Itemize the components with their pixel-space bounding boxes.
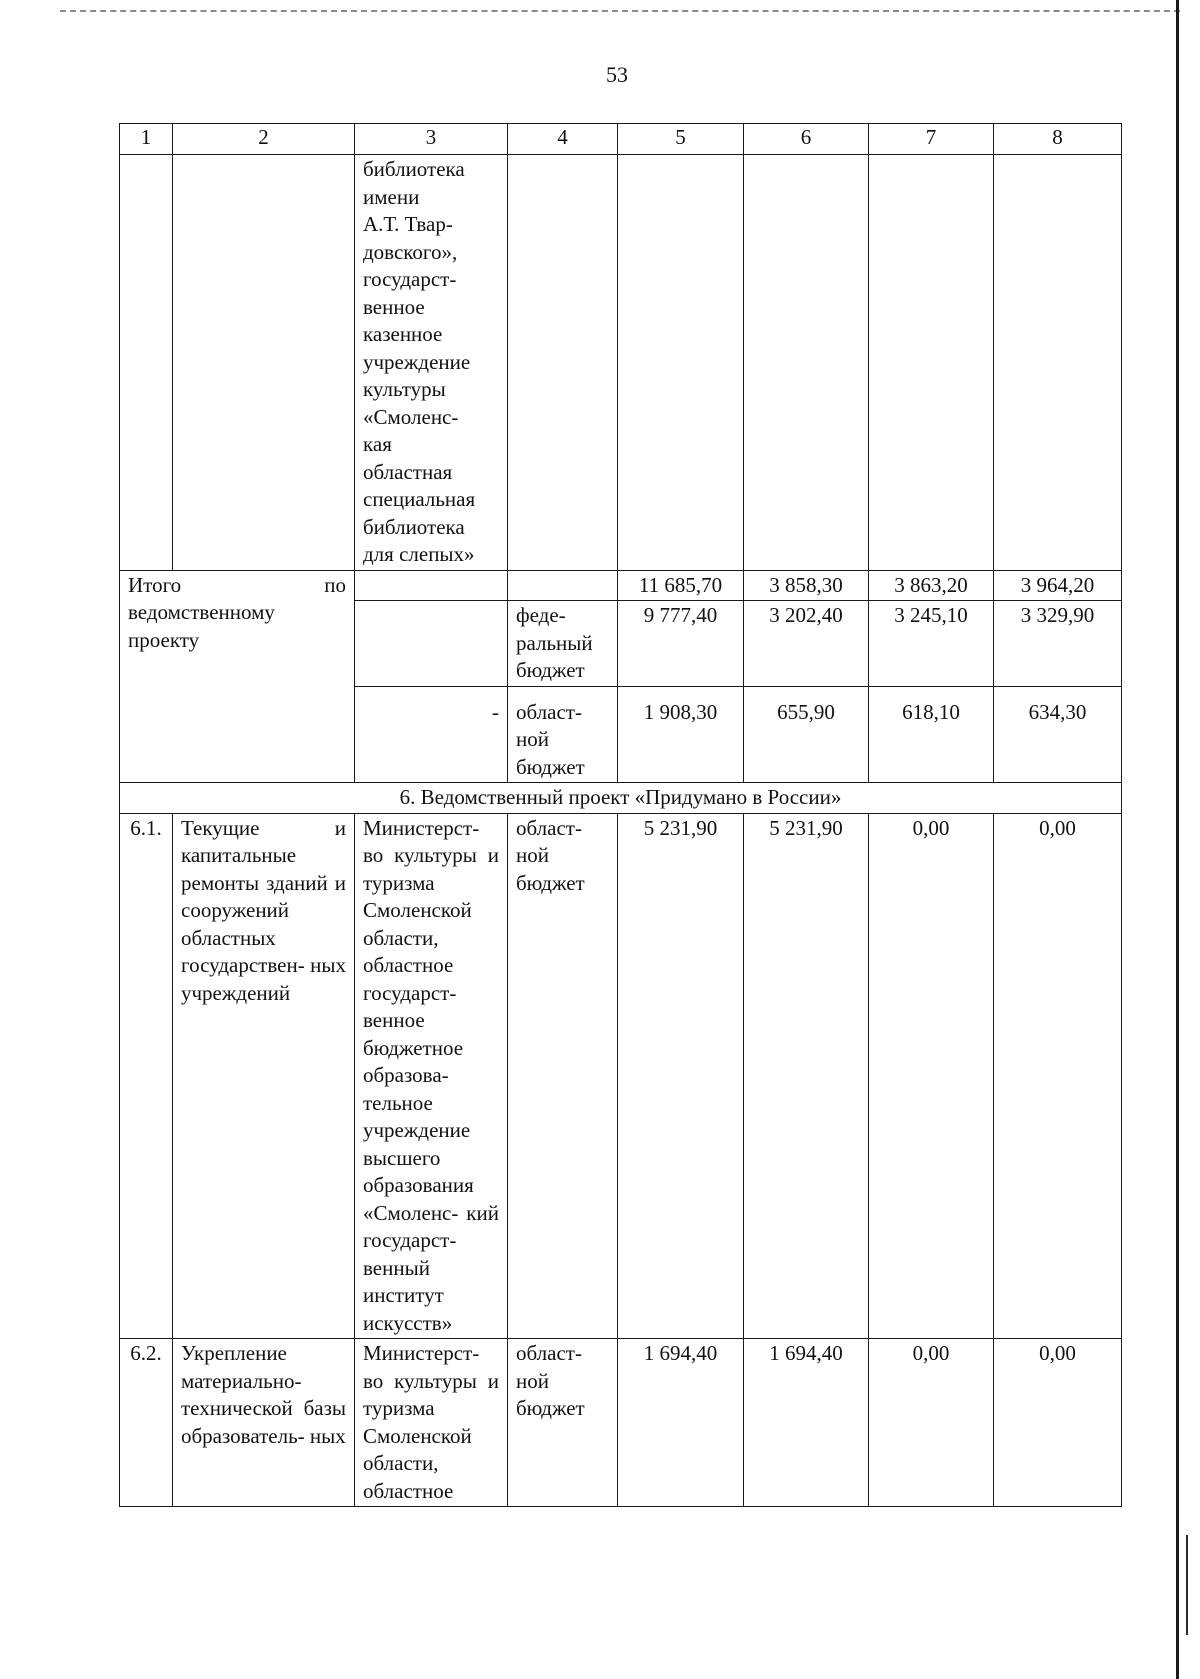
- section-6-title: 6. Ведомственный проект «Придумано в России»: [120, 783, 1122, 814]
- regional-7: 618,10: [869, 686, 994, 783]
- federal-8: 3 329,90: [994, 601, 1122, 687]
- itogo-total-7: 3 863,20: [869, 570, 994, 601]
- table-row-6-1: [120, 813, 1122, 1339]
- cell-empty: [618, 155, 744, 571]
- executor-continuation: библиотека имени А.Т. Твар- довского», государст- венное казенное учреждение культуры «Смоленс- кая областная специальная библиотека для слепых»: [355, 155, 508, 571]
- regional-5: 1 908,30: [618, 686, 744, 783]
- row-value-5: 5 231,90: [618, 813, 744, 1339]
- header-cell: 1: [120, 124, 173, 155]
- header-cell: 6: [744, 124, 869, 155]
- continuation-row: [120, 155, 1122, 571]
- itogo-label: [120, 570, 355, 783]
- table-row-6-2: [120, 1339, 1122, 1507]
- itogo-word-2: по: [324, 572, 346, 597]
- row-value-5: 1 694,40: [618, 1339, 744, 1507]
- page-number: 53: [606, 62, 628, 87]
- itogo-total-8: 3 964,20: [994, 570, 1122, 601]
- cell-empty: [869, 155, 994, 571]
- itogo-total-6: 3 858,30: [744, 570, 869, 601]
- header-cell: 2: [173, 124, 355, 155]
- row-name: Укрепление материально- технической базы образователь- ных: [173, 1339, 355, 1507]
- header-cell: 7: [869, 124, 994, 155]
- row-value-6: 5 231,90: [744, 813, 869, 1339]
- scan-right-edge-mark: [1186, 1535, 1188, 1635]
- regional-8: 634,30: [994, 686, 1122, 783]
- cell-empty: [355, 570, 508, 601]
- federal-6: 3 202,40: [744, 601, 869, 687]
- row-value-7: 0,00: [869, 1339, 994, 1507]
- cell-empty: [173, 155, 355, 571]
- federal-7: 3 245,10: [869, 601, 994, 687]
- header-row: [120, 124, 1122, 155]
- row-number: 6.1.: [120, 813, 173, 1339]
- cell-empty: [508, 570, 618, 601]
- row-value-6: 1 694,40: [744, 1339, 869, 1507]
- row-executor: Министерст- во культуры и туризма Смоленской области, областное государст- венное бюджетное образова- тельное учреждение высшего образования «Смоленс- кий государст- венный институт искусств»: [355, 813, 508, 1339]
- cell-empty: [744, 155, 869, 571]
- itogo-total-row: [120, 570, 1122, 601]
- header-cell: 4: [508, 124, 618, 155]
- cell-empty: [120, 155, 173, 571]
- header-cell: 5: [618, 124, 744, 155]
- budget-table: [119, 123, 1122, 1507]
- cell-empty: [994, 155, 1122, 571]
- row-value-8: 0,00: [994, 813, 1122, 1339]
- row-number: 6.2.: [120, 1339, 173, 1507]
- scan-right-edge: [1176, 0, 1179, 1679]
- section-6-row: [120, 783, 1122, 814]
- row-source: област- ной бюджет: [508, 1339, 618, 1507]
- federal-budget-label: феде- ральный бюджет: [508, 601, 618, 687]
- row-name: Текущие и капитальные ремонты зданий и сооружений областных государствен- ных учреждений: [173, 813, 355, 1339]
- itogo-total-5: 11 685,70: [618, 570, 744, 601]
- regional-dash: -: [355, 686, 508, 783]
- regional-budget-label: област- ной бюджет: [508, 686, 618, 783]
- cell-empty: [508, 155, 618, 571]
- scan-dashed-top-edge: [60, 10, 1180, 12]
- cell-empty: [355, 601, 508, 687]
- header-cell: 3: [355, 124, 508, 155]
- row-source: област- ной бюджет: [508, 813, 618, 1339]
- row-value-8: 0,00: [994, 1339, 1122, 1507]
- row-value-7: 0,00: [869, 813, 994, 1339]
- itogo-rest: ведомственному проекту: [128, 600, 275, 652]
- row-executor: Министерст- во культуры и туризма Смоленской области, областное: [355, 1339, 508, 1507]
- federal-5: 9 777,40: [618, 601, 744, 687]
- header-cell: 8: [994, 124, 1122, 155]
- regional-6: 655,90: [744, 686, 869, 783]
- itogo-word-1: Итого: [128, 572, 182, 597]
